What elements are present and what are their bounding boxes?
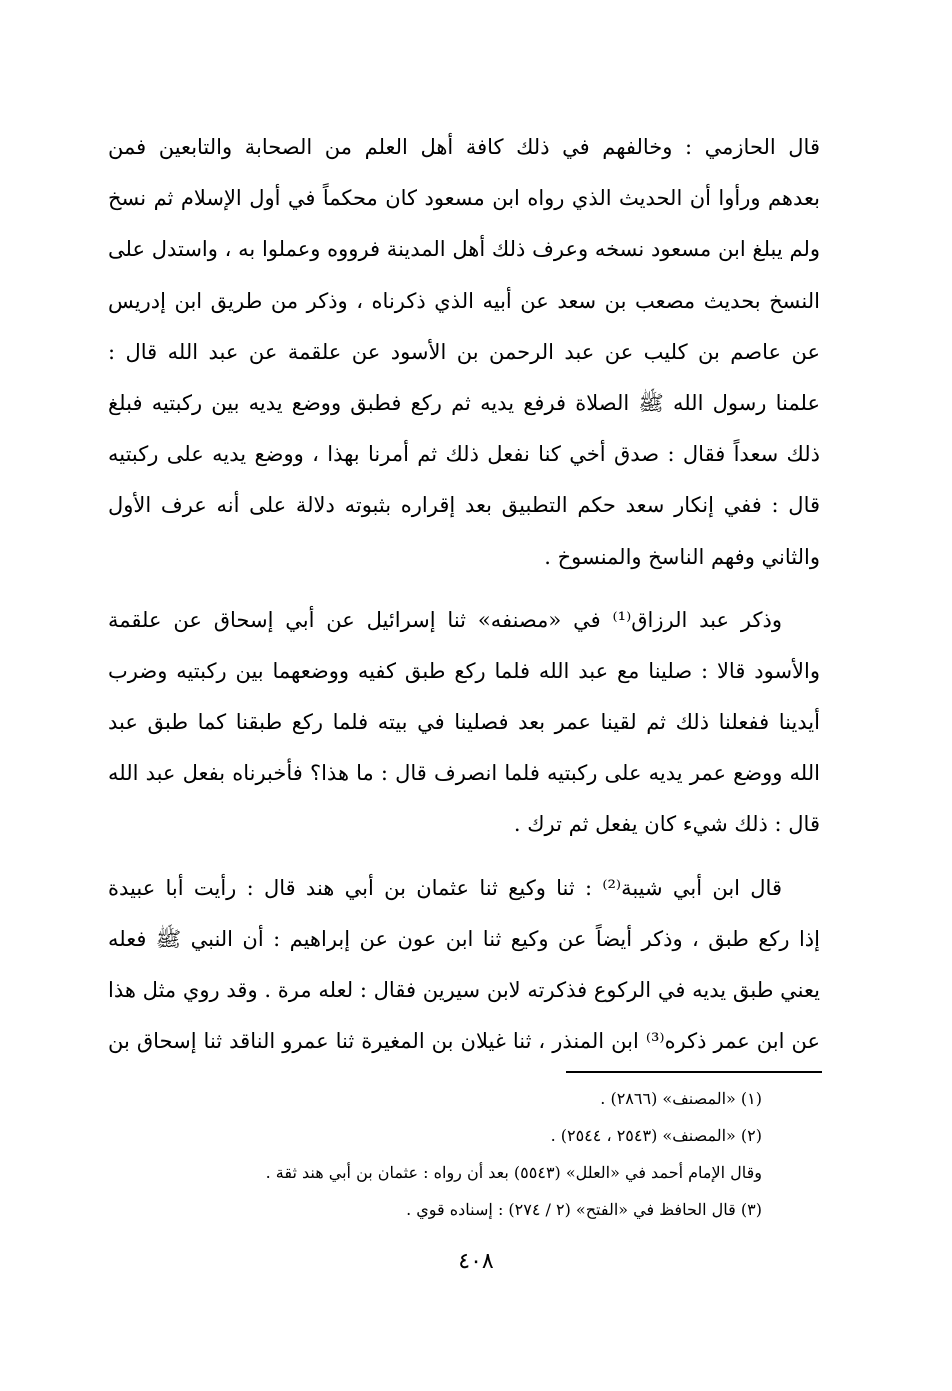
footnote: (٢) «المصنف» (٢٥٤٣ ، ٢٥٤٤) . [550,1126,762,1145]
text-line: أيدينا ففعلنا ذلك ثم لقينا عمر بعد فصلينا في بيته فلما ركع طبقنا كما طبق عبد [108,710,820,735]
text-line: عن ابن عمر ذكره⁽³⁾ ابن المنذر ، ثنا غيلان بن المغيرة ثنا عمرو الناقد ثنا إسحاق بن [108,1029,820,1054]
main-text [108,122,820,1067]
text-line: قال : ففي إنكار سعد حكم التطبيق بعد إقراره بثبوته دلالة على أنه عرف الأول [108,493,820,518]
text-line: والأسود قالا : صلينا مع عبد الله فلما ركع طبق كفيه ووضعهما بين ركبتيه وضرب [108,658,820,683]
text-line: بعدهم ورأوا أن الحديث الذي رواه ابن مسعود كان محكماً في أول الإسلام ثم نسخ [108,186,820,211]
text-line: النسخ بحديث مصعب بن سعد عن أبيه الذي ذكرناه ، وذكر من طريق ابن إدريس [108,288,820,313]
paragraph-ibn-abi-shaybah [108,863,820,1068]
text-line: قال الحازمي : وخالفهم في ذلك كافة أهل العلم من الصحابة والتابعين فمن [108,135,820,159]
paragraph-hazimi [108,122,820,583]
text-line: وذكر عبد الرزاق⁽¹⁾ في «مصنفه» ثنا إسرائيل عن أبي إسحاق عن علقمة [108,607,782,632]
text-line: ولم يبلغ ابن مسعود نسخه وعرف ذلك أهل المدينة فرووه وعملوا به ، واستدل على [108,237,820,262]
text-line: قال : ذلك شيء كان يفعل ثم ترك . [513,812,820,837]
footnote: (١) «المصنف» (٢٨٦٦) . [600,1089,762,1108]
text-line: إذا ركع طبق ، وذكر أيضاً عن وكيع ثنا ابن عون عن إبراهيم : أن النبي ﷺ فعله [108,926,820,951]
text-line: والثاني وفهم الناسخ والمنسوخ . [544,544,820,569]
text-line: علمنا رسول الله ﷺ الصلاة فرفع يديه ثم ركع فطبق ووضع يديه بين ركبتيه فبلغ [108,390,820,415]
paragraph-abdurrazzaq [108,595,820,851]
text-line: عن عاصم بن كليب عن عبد الرحمن بن الأسود عن علقمة عن عبد الله قال : [108,339,820,364]
page-number: ٤٠٨ [458,1249,494,1274]
footnote-separator [566,1071,822,1073]
text-line: يعني طبق يديه في الركوع فذكرته لابن سيرين فقال : لعله مرة . وقد روي مثل هذا [108,978,820,1002]
text-line: ذلك سعداً فقال : صدق أخي كنا نفعل ذلك ثم أمرنا بهذا ، ووضع يديه على ركبتيه [108,442,820,467]
footnotes [200,1080,762,1228]
footnote: وقال الإمام أحمد في «العلل» (٥٥٤٣) بعد أن رواه : عثمان بن أبي هند ثقة . [265,1163,762,1182]
text-line: الله ووضع عمر يديه على ركبتيه فلما انصرف قال : ما هذا؟ فأخبرناه بفعل عبد الله [108,761,820,786]
footnote: (٣) قال الحافظ في «الفتح» (٢ / ٢٧٤) : إسناده قوي . [406,1200,762,1219]
text-line: قال ابن أبي شيبة⁽²⁾ : ثنا وكيع ثنا عثمان بن أبي هند قال : رأيت أبا عبيدة [108,875,782,900]
